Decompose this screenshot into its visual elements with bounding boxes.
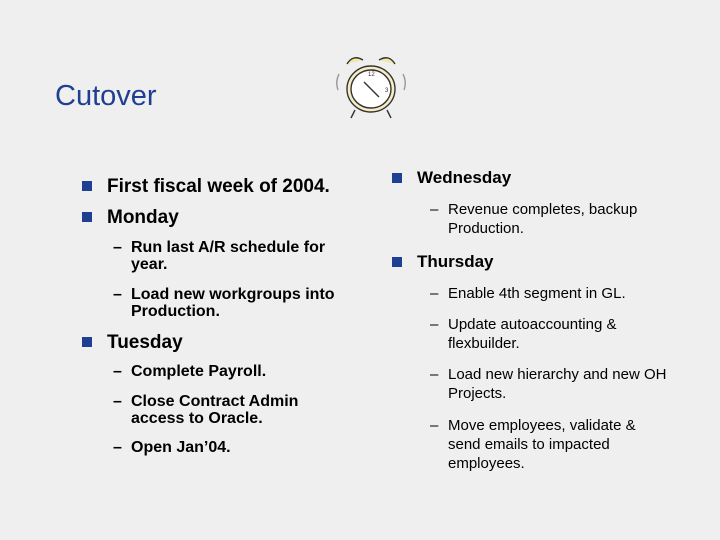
dash-bullet: – — [430, 316, 439, 333]
square-bullet-icon — [392, 257, 402, 267]
sub-bullet-text: Revenue completes, backup Production. — [448, 201, 638, 237]
sub-bullet-item — [113, 363, 363, 380]
sub-bullet-text: Close Contract Admin access to Oracle. — [131, 393, 299, 427]
svg-text:12: 12 — [368, 72, 375, 78]
bullet-text: Monday — [107, 207, 179, 228]
square-bullet-icon — [82, 337, 92, 347]
sub-bullet-item — [113, 286, 368, 320]
bullet-item — [82, 176, 330, 198]
sub-bullet-item — [113, 393, 343, 427]
bullet-text: Wednesday — [417, 168, 512, 187]
sub-bullet-item — [430, 416, 670, 473]
dash-bullet: – — [430, 417, 439, 434]
sub-bullet-item — [430, 200, 680, 238]
sub-bullet-text: Update autoaccounting & flexbuilder. — [448, 316, 617, 352]
sub-bullet-text: Complete Payroll. — [131, 363, 267, 380]
dash-bullet: – — [113, 286, 122, 303]
sub-bullet-text: Move employees, validate & send emails to impacted employees. — [448, 417, 636, 472]
bullet-text: Thursday — [417, 252, 494, 271]
sub-bullet-text: Enable 4th segment in GL. — [448, 285, 626, 302]
sub-bullet-item — [430, 284, 680, 303]
alarm-clock-icon — [333, 52, 409, 122]
sub-bullet-text: Load new workgroups into Production. — [131, 286, 335, 320]
dash-bullet: – — [430, 201, 439, 218]
bullet-item — [392, 252, 494, 272]
sub-bullet-item — [430, 365, 680, 403]
square-bullet-icon — [82, 212, 92, 222]
sub-bullet-text: Load new hierarchy and new OH Projects. — [448, 366, 667, 402]
square-bullet-icon — [82, 181, 92, 191]
bullet-text: Tuesday — [107, 332, 183, 353]
dash-bullet: – — [113, 239, 122, 256]
dash-bullet: – — [113, 363, 122, 380]
sub-bullet-item — [430, 315, 660, 353]
sub-bullet-text: Run last A/R schedule for year. — [131, 239, 326, 273]
bullet-item — [392, 168, 511, 188]
dash-bullet: – — [113, 393, 122, 410]
svg-text:3: 3 — [385, 88, 389, 94]
dash-bullet: – — [430, 366, 439, 383]
sub-bullet-item — [113, 439, 363, 456]
sub-bullet-item — [113, 239, 363, 273]
sub-bullet-text: Open Jan’04. — [131, 439, 231, 456]
dash-bullet: – — [430, 285, 439, 302]
bullet-item — [82, 207, 179, 229]
bullet-text: First fiscal week of 2004. — [107, 176, 330, 197]
bullet-item — [82, 332, 183, 354]
dash-bullet: – — [113, 439, 122, 456]
square-bullet-icon — [392, 173, 402, 183]
slide-title: Cutover — [55, 80, 157, 112]
